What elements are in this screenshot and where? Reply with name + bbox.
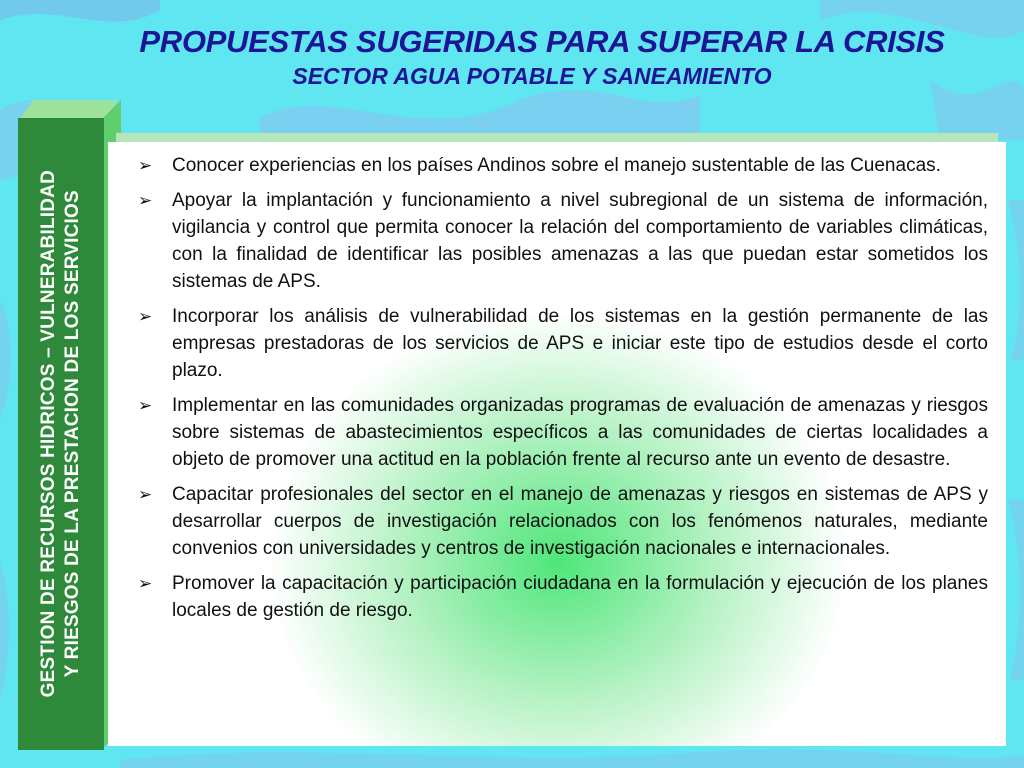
arrowhead-bullet-icon: ➢	[138, 156, 153, 175]
side-band	[18, 118, 104, 750]
bullet-item	[138, 392, 988, 473]
arrowhead-bullet-icon: ➢	[138, 307, 153, 326]
bullet-text: Conocer experiencias en los países Andinos sobre el manejo sustentable de las Cuenacas.	[172, 155, 941, 176]
slide-subtitle: SECTOR AGUA POTABLE Y SANEAMIENTO	[292, 63, 772, 89]
bullet-text: Capacitar profesionales del sector en el manejo de amenazas y riesgos en sistemas de APS y desarrollar cuerpos de investigación relacionados con los fenómenos naturales, mediante convenios con universidades y centros de investigación nacionales e internacionales.	[172, 484, 988, 559]
arrowhead-bullet-icon: ➢	[138, 574, 153, 593]
title-block	[0, 22, 1024, 90]
bullet-item	[138, 303, 988, 384]
content-panel	[108, 142, 1006, 746]
bullet-item	[138, 152, 988, 179]
bullet-text: Incorporar los análisis de vulnerabilidad de los sistemas en la gestión permanente de las empresas prestadoras de los servicios de APS e iniciar este tipo de estudios desde el corto plazo.	[172, 306, 988, 381]
side-band-label: GESTION DE RECURSOS HIDRICOS – VULNERABILIDAD Y RIESGOS DE LA PRESTACION DE LOS SERVICIOS	[38, 170, 83, 698]
bullet-list	[138, 152, 988, 624]
bullet-item	[138, 570, 988, 624]
arrowhead-bullet-icon: ➢	[138, 191, 153, 210]
bullet-text: Apoyar la implantación y funcionamiento a nivel subregional de un sistema de información, vigilancia y control que permita conocer la relación del comportamiento de variables climáticas, con la finalidad de identificar las posibles amenazas a las que puedan estar sometidos los sistemas de APS.	[172, 190, 988, 292]
bullet-text: Promover la capacitación y participación ciudadana en la formulación y ejecución de los planes locales de gestión de riesgo.	[172, 573, 988, 621]
slide-title: PROPUESTAS SUGERIDAS PARA SUPERAR LA CRISIS	[139, 24, 945, 59]
arrowhead-bullet-icon: ➢	[138, 396, 153, 415]
bullet-item	[138, 481, 988, 562]
bullet-text: Implementar en las comunidades organizadas programas de evaluación de amenazas y riesgos sobre sistemas de abastecimientos específicos a las comunidades de ciertas localidades a objeto de promover una actitud en la población frente al recurso ante un evento de desastre.	[172, 395, 988, 470]
arrowhead-bullet-icon: ➢	[138, 485, 153, 504]
bullet-item	[138, 187, 988, 295]
